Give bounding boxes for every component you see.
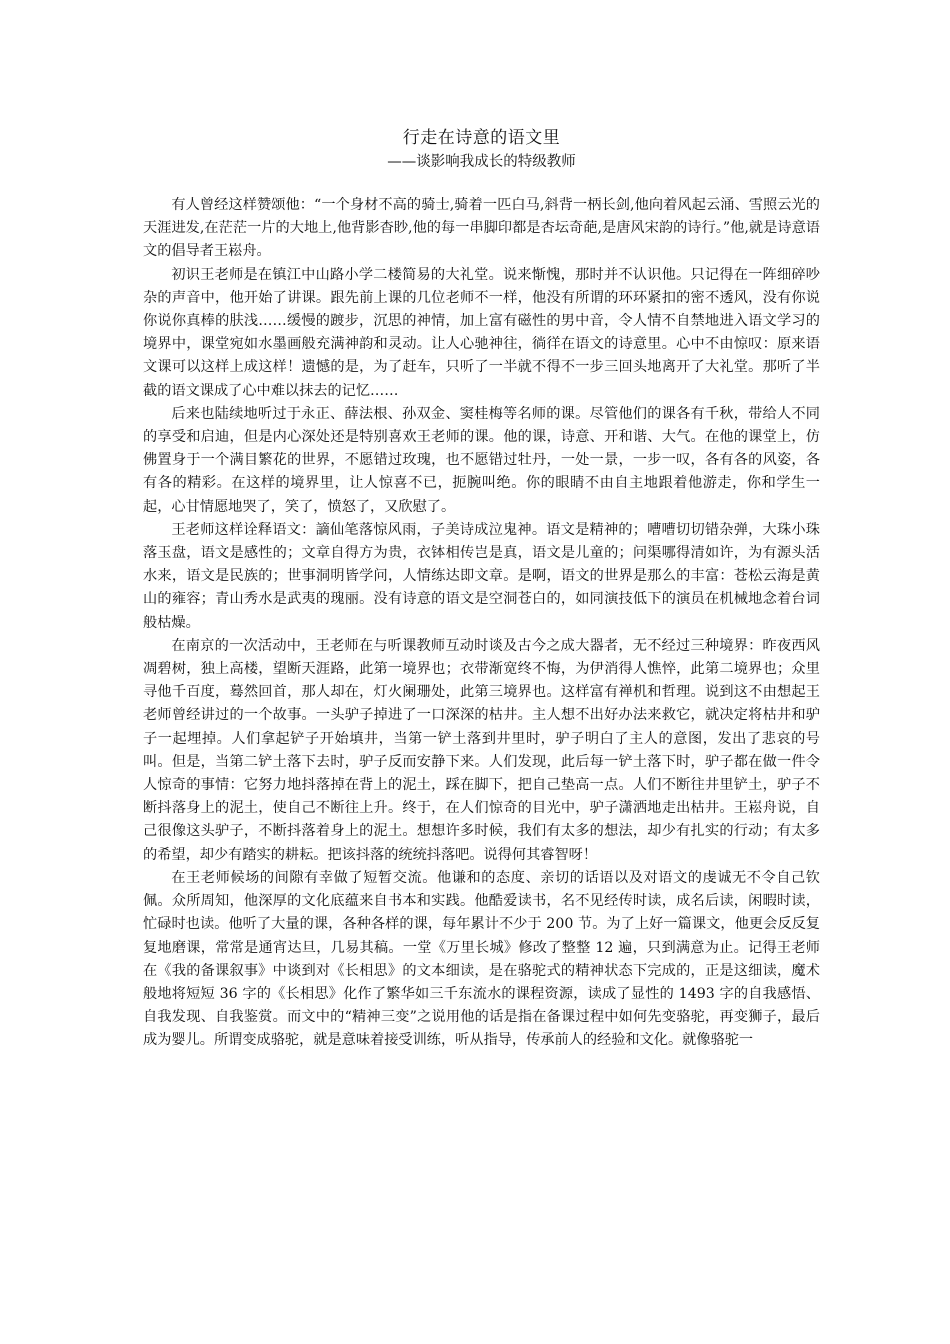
paragraph: 在王老师候场的间隙有幸做了短暂交流。他谦和的态度、亲切的话语以及对语文的虔诚无不令自己钦佩。众所周知，他深厚的文化底蕴来自书本和实践。他酷爱读书，名不见经传时读，成名后读，闲暇时读，忙碌时也读。他听了大量的课，各种各样的课，每年累计不少于 200 节。为了上好一篇课文，他更会反反复复地磨课，常常是通宵达旦，几易其稿。一堂《万里长城》修改了整整 12 遍，只到满意为止。记得王老师在《我的备课叙事》中谈到对《长相思》的文本细读，是在骆驼式的精神状态下完成的，正是这细读，魔术般地将短短 36 字的《长相思》化作了繁华如三千东流水的课程资源，读成了显性的 1493 字的自我感悟、自我发现、自我鉴赏。而文中的“精神三变”之说用他的话是指在备课过程中如何先变骆驼，再变狮子，最后成为婴儿。所谓变成骆驼，就是意味着接受训练，听从指导，传承前人的经验和文化。就像骆驼一	[143, 869, 820, 1049]
paragraph: 有人曾经这样赞颂他：“一个身材不高的骑士,骑着一匹白马,斜背一柄长剑,他向着风起云涌、雪照云光的天涯进发,在茫茫一片的大地上,他背影杳眇,他的每一串脚印都是杏坛奇葩,是唐风宋韵的诗行。”他,就是诗意语文的倡导者王崧舟。	[143, 197, 820, 260]
paragraph: 王老师这样诠释语文：謫仙笔落惊风雨，子美诗成泣鬼神。语文是精神的；嘈嘈切切错杂弹，大珠小珠落玉盘，语文是感性的；文章自得方为贵，衣钵相传岂是真，语文是儿童的；问渠哪得清如许，为有源头活水来，语文是民族的；世事洞明皆学问，人情练达即文章。是啊，语文的世界是那么的丰富：苍松云海是黄山的雍容；青山秀水是武夷的瑰丽。没有诗意的语文是空洞苍白的，如同演技低下的演员在机械地念着台词般枯燥。	[143, 521, 820, 631]
document-page	[143, 126, 820, 1053]
paragraph: 在南京的一次活动中，王老师在与听课教师互动时谈及古今之成大器者，无不经过三种境界：昨夜西风凋碧树，独上高楼，望断天涯路，此第一境界也；衣带渐宽终不悔，为伊消得人憔悴，此第二境界也；众里寻他千百度，蓦然回首，那人却在，灯火阑珊处，此第三境界也。这样富有禅机和哲理。说到这不由想起王老师曾经讲过的一个故事。一头驴子掉进了一口深深的枯井。主人想不出好办法来救它，就决定将枯井和驴子一起埋掉。人们拿起铲子开始填井，当第一铲土落到井里时，驴子明白了主人的意图，发出了悲哀的号叫。但是，当第二铲土落下去时，驴子反而安静下来。人们发现，此后每一铲土落下时，驴子都在做一件令人惊奇的事情：它努力地抖落掉在背上的泥土，踩在脚下，把自己垫高一点。人们不断往井里铲土，驴子不断抖落身上的泥土，使自己不断往上升。终于，在人们惊奇的目光中，驴子潇洒地走出枯井。王崧舟说，自己很像这头驴子，不断抖落着身上的泥土。想想许多时候，我们有太多的想法，却少有扎实的行动；有太多的希望，却少有踏实的耕耘。把该抖落的统统抖落吧。说得何其睿智呀！	[143, 637, 820, 863]
document-subtitle: ——谈影响我成长的特级教师	[387, 154, 576, 170]
paragraph: 初识王老师是在镇江中山路小学二楼简易的大礼堂。说来惭愧，那时并不认识他。只记得在一阵细碎吵杂的声音中，他开始了讲课。跟先前上课的几位老师不一样，他没有所谓的环环紧扣的密不透风，没有你说你说你真棒的肤浅……缓慢的踱步，沉思的神情，加上富有磁性的男中音，令人情不自禁地进入语文学习的境界中，课堂宛如水墨画般充满神韵和灵动。让人心驰神往，徜徉在语文的诗意里。心中不由惊叹：原来语文课可以这样上成这样！遗憾的是，为了赶车，只听了一半就不得不一步三回头地离开了大礼堂。那听了半截的语文课成了心中难以抹去的记忆……	[143, 266, 820, 399]
document-title: 行走在诗意的语文里	[402, 128, 561, 148]
paragraph: 后来也陆续地听过于永正、薛法根、孙双金、窦桂梅等名师的课。尽管他们的课各有千秋，带给人不同的享受和启迪，但是内心深处还是特别喜欢王老师的课。他的课，诗意、开和谐、大气。在他的课堂上，仿佛置身于一个满目繁花的世界，不愿错过玫瑰，也不愿错过牡丹，一处一景，一步一叹，各有各的风姿，各有各的精彩。在这样的境界里，让人惊喜不已，扼腕叫绝。你的眼睛不由自主地跟着他游走，你和学生一起，心甘情愿地哭了，笑了，愤怒了，又欣慰了。	[143, 405, 820, 515]
